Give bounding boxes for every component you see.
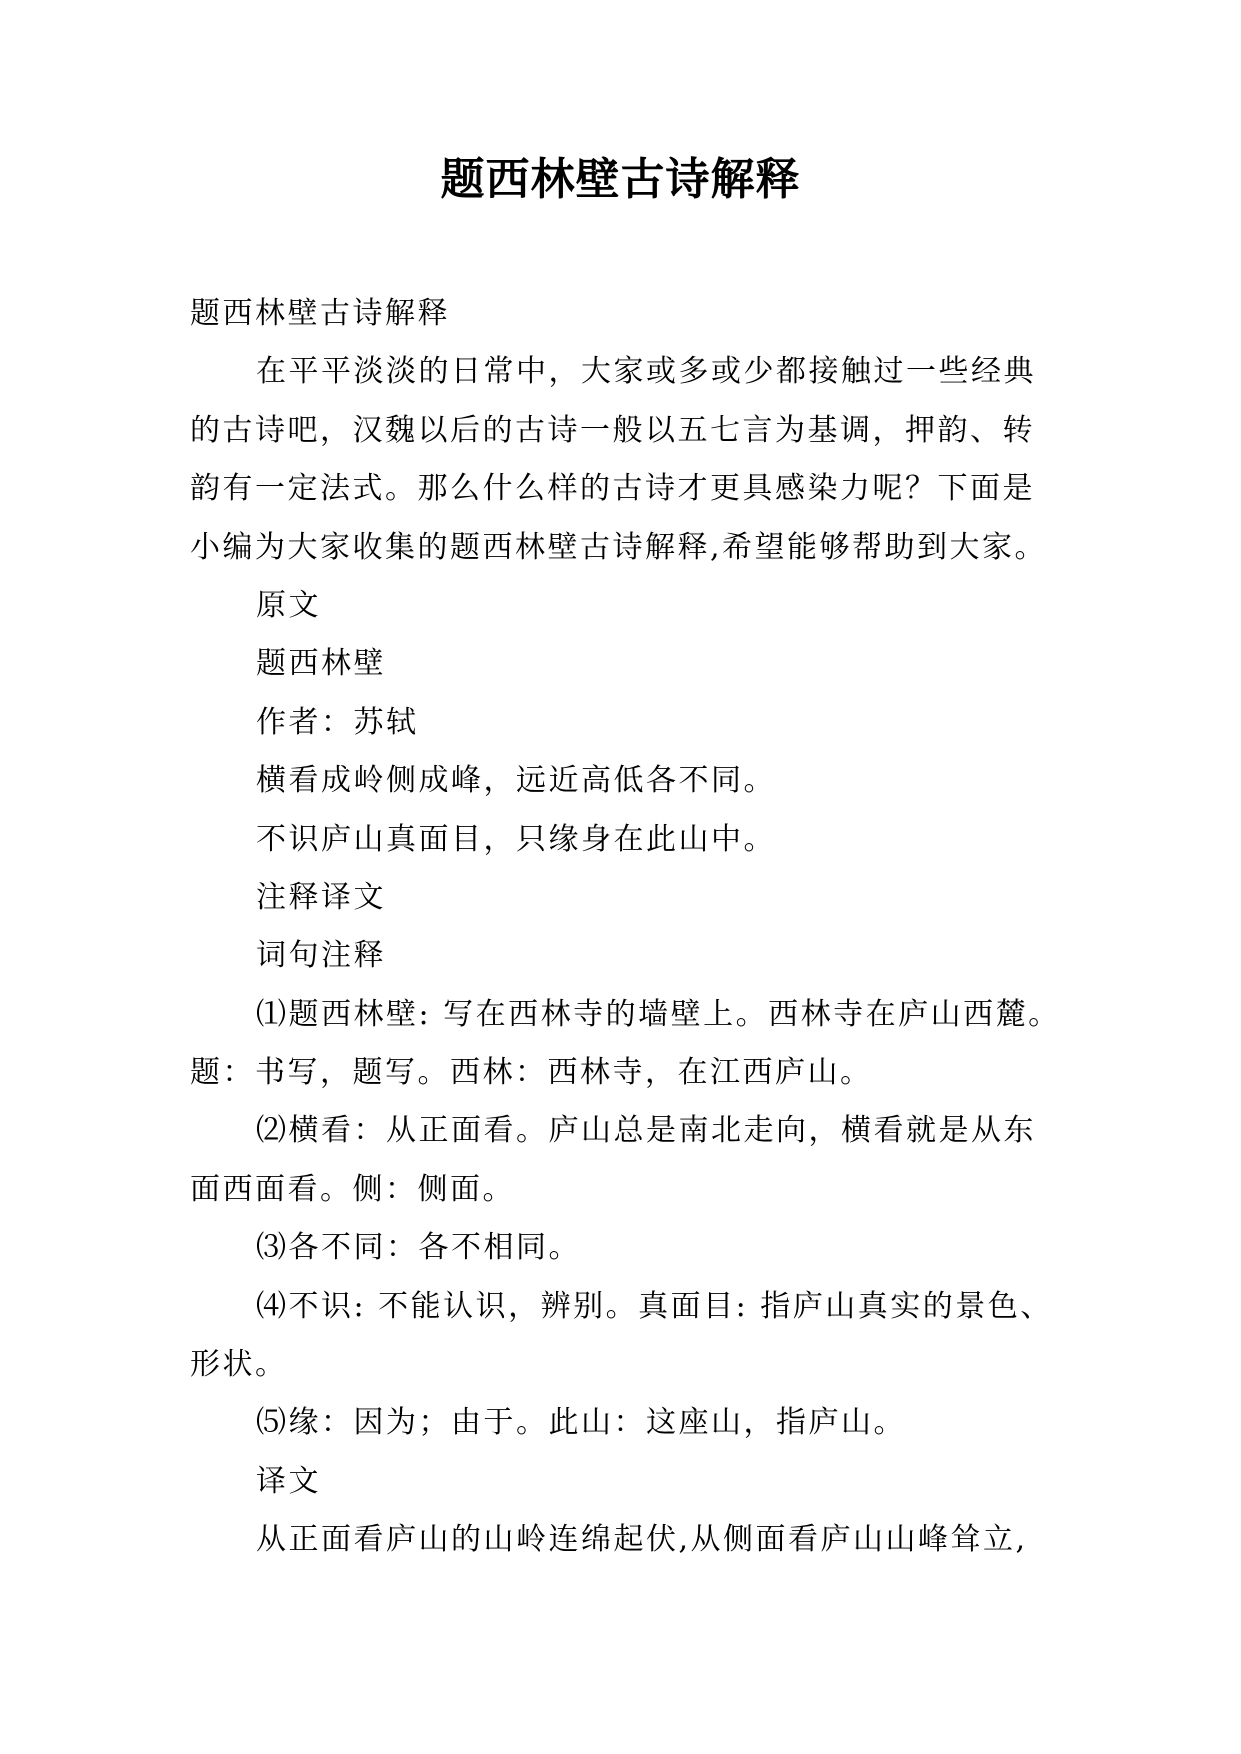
text-line: 小编为大家收集的题西林壁古诗解释,希望能够帮助到大家。 — [190, 529, 1048, 565]
text-line: 的古诗吧，汉魏以后的古诗一般以五七言为基调，押韵、转 — [190, 412, 1035, 448]
page-title: 题西林壁古诗解释 — [440, 154, 801, 205]
text-line: 题西林壁古诗解释 — [190, 296, 450, 331]
text-line: 词句注释 — [256, 938, 386, 974]
document-body — [190, 285, 1061, 1570]
text-line: 不识庐山真面目，只缘身在此山中。 — [256, 821, 776, 857]
text-line: 在平平淡淡的日常中，大家或多或少都接触过一些经典 — [256, 354, 1036, 390]
text-line: 译文 — [256, 1463, 321, 1499]
text-line: 作者：苏轼 — [256, 704, 419, 740]
text-line: ⑷不识: 不能认识，辨别。真面目: 指庐山真实的景色、 — [256, 1288, 1053, 1324]
text-line: ⑴题西林壁: 写在西林寺的墙壁上。西林寺在庐山西麓。 — [256, 996, 1061, 1032]
text-line: 形状。 — [190, 1347, 288, 1383]
text-line: 原文 — [256, 587, 321, 623]
text-line: ⑸缘：因为；由于。此山：这座山，指庐山。 — [256, 1405, 906, 1441]
text-line: 从正面看庐山的山岭连绵起伏,从侧面看庐山山峰耸立, — [256, 1522, 1028, 1558]
text-line: ⑶各不同：各不相同。 — [256, 1230, 581, 1266]
text-line: 题西林壁 — [256, 646, 386, 682]
text-line: 横看成岭侧成峰，远近高低各不同。 — [256, 763, 776, 799]
text-line: ⑵横看：从正面看。庐山总是南北走向，横看就是从东 — [256, 1113, 1036, 1149]
text-line: 面西面看。侧：侧面。 — [190, 1171, 515, 1207]
text-line: 注释译文 — [256, 879, 386, 915]
text-line: 题：书写，题写。西林：西林寺，在江西庐山。 — [190, 1055, 873, 1091]
text-line: 韵有一定法式。那么什么样的古诗才更具感染力呢？下面是 — [190, 471, 1035, 507]
